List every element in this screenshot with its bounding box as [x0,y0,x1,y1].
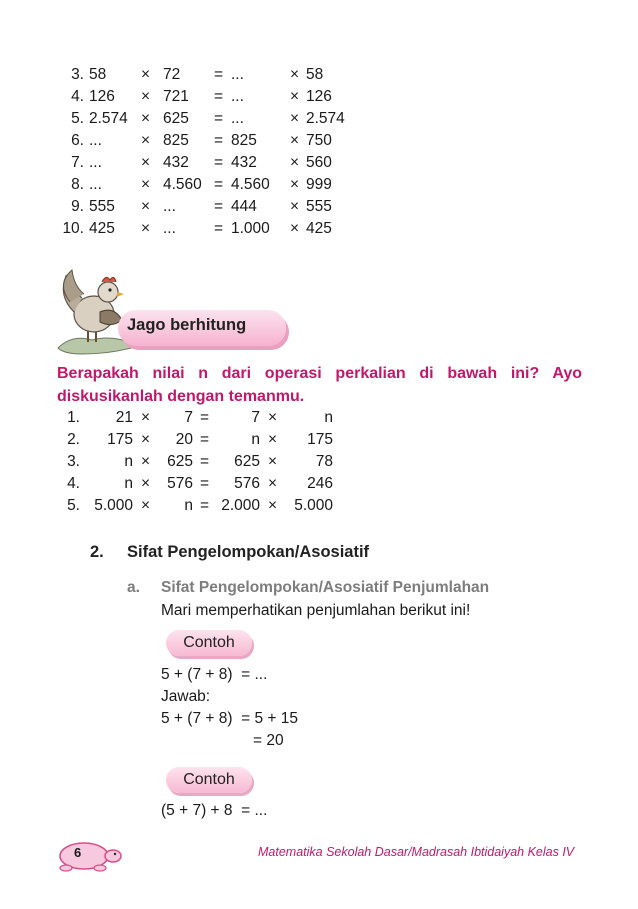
example-line: (5 + 7) + 8 = ... [161,802,268,819]
example-line: 5 + (7 + 8) = ... [161,666,268,683]
cell-eq: = [214,176,224,193]
cell-num: 1. [67,409,80,426]
cell-b: 625 [167,453,193,470]
cell-c: 444 [231,198,257,215]
cell-a: 21 [115,409,133,426]
exercise-row [0,495,638,517]
cell-d: 175 [307,431,333,448]
cell-a: 555 [89,198,115,215]
exercise-row [0,108,638,130]
cell-op: × [141,176,151,193]
cell-b: ... [163,220,176,237]
cell-b: 721 [163,88,189,105]
exercise-row [0,174,638,196]
cell-op2: × [268,475,278,492]
cell-num: 10. [62,220,84,237]
cell-num: 3. [67,453,80,470]
cell-op2: × [268,409,278,426]
cell-d: n [324,409,333,426]
exercise-row [0,473,638,495]
exercise-row [0,407,638,429]
cell-a: 175 [107,431,133,448]
cell-eq: = [214,132,224,149]
cell-op: × [141,88,151,105]
exercise-row [0,218,638,240]
cell-num: 3. [71,66,84,83]
cell-eq: = [214,66,224,83]
cell-op2: × [268,453,278,470]
cell-eq: = [214,110,224,127]
subsection-letter: a. [127,579,140,596]
cell-d: 58 [306,66,324,83]
example-answer-label: Jawab: [161,688,211,705]
cell-b: ... [163,198,176,215]
cell-op: × [141,198,151,215]
page-number: 6 [74,845,82,860]
cell-op2: × [290,132,300,149]
cell-a: 58 [89,66,107,83]
cell-op: × [141,475,151,492]
cell-b: 72 [163,66,181,83]
cell-op2: × [290,88,300,105]
cell-num: 6. [71,132,84,149]
example-label: Contoh [166,630,252,656]
cell-op2: × [268,431,278,448]
cell-num: 4. [71,88,84,105]
cell-a: 5.000 [94,497,133,514]
cell-a: ... [89,132,102,149]
cell-a: 425 [89,220,115,237]
subsection-title: Sifat Pengelompokan/Asosiatif Penjumlahan [161,579,490,596]
cell-op: × [141,66,151,83]
cell-c: 1.000 [231,220,270,237]
example-line: 5 + (7 + 8) = 5 + 15 [161,710,299,727]
cell-op2: × [268,497,278,514]
cell-b: 7 [184,409,193,426]
cell-a: 2.574 [89,110,128,127]
cell-op: × [141,409,151,426]
cell-b: 625 [163,110,189,127]
cell-eq: = [200,453,210,470]
cell-a: n [124,475,133,492]
exercise-row [0,196,638,218]
cell-c: 2.000 [221,497,260,514]
cell-b: 4.560 [163,176,202,193]
cell-b: 20 [175,431,193,448]
cell-c: 576 [234,475,260,492]
exercise-row [0,429,638,451]
footer-text: Matematika Sekolah Dasar/Madrasah Ibtidaiyah Kelas IV [258,845,575,859]
cell-a: ... [89,154,102,171]
cell-num: 4. [67,475,80,492]
cell-eq: = [200,497,210,514]
cell-op2: × [290,198,300,215]
cell-b: n [184,497,193,514]
cell-d: 750 [306,132,332,149]
cell-b: 432 [163,154,189,171]
cell-op2: × [290,66,300,83]
cell-num: 9. [71,198,84,215]
cell-num: 8. [71,176,84,193]
cell-a: n [124,453,133,470]
cell-num: 7. [71,154,84,171]
cell-op: × [141,154,151,171]
exercise-row [0,451,638,473]
cell-num: 5. [67,497,80,514]
cell-eq: = [200,409,210,426]
cell-op: × [141,453,151,470]
cell-eq: = [200,431,210,448]
cell-op2: × [290,110,300,127]
cell-op: × [141,497,151,514]
cell-op: × [141,220,151,237]
cell-c: 432 [231,154,257,171]
cell-c: 625 [234,453,260,470]
cell-op: × [141,110,151,127]
example-label: Contoh [166,767,252,793]
cell-op: × [141,431,151,448]
section-number: 2. [90,543,104,561]
cell-d: 555 [306,198,332,215]
cell-d: 246 [307,475,333,492]
cell-b: 825 [163,132,189,149]
cell-d: 425 [306,220,332,237]
cell-d: 78 [315,453,333,470]
cell-eq: = [214,154,224,171]
cell-op: × [141,132,151,149]
cell-num: 5. [71,110,84,127]
cell-a: ... [89,176,102,193]
cell-op2: × [290,176,300,193]
cell-c: ... [231,110,244,127]
exercise-row [0,86,638,108]
cell-num: 2. [67,431,80,448]
cell-eq: = [214,220,224,237]
section-title: Sifat Pengelompokan/Asosiatif [127,543,370,561]
cell-d: 126 [306,88,332,105]
cell-c: 825 [231,132,257,149]
cell-eq: = [200,475,210,492]
example-line: = 20 [253,732,284,749]
cell-c: ... [231,88,244,105]
cell-d: 2.574 [306,110,345,127]
turtle-page-badge [50,836,126,872]
banner-title: Jago berhitung [127,316,247,334]
exercise-row [0,64,638,86]
exercise-row [0,130,638,152]
cell-eq: = [214,198,224,215]
cell-op2: × [290,154,300,171]
subsection-intro: Mari memperhatikan penjumlahan berikut ini! [161,602,471,619]
exercise-row [0,152,638,174]
cell-op2: × [290,220,300,237]
cell-c: 4.560 [231,176,270,193]
cell-c: 7 [251,409,260,426]
cell-d: 999 [306,176,332,193]
cell-c: n [251,431,260,448]
cell-d: 5.000 [294,497,333,514]
cell-a: 126 [89,88,115,105]
question-text: Berapakah nilai n dari operasi perkalian di bawah ini? Ayo diskusikanlah dengan temanmu. [57,365,582,405]
cell-c: ... [231,66,244,83]
cell-b: 576 [167,475,193,492]
cell-d: 560 [306,154,332,171]
cell-eq: = [214,88,224,105]
